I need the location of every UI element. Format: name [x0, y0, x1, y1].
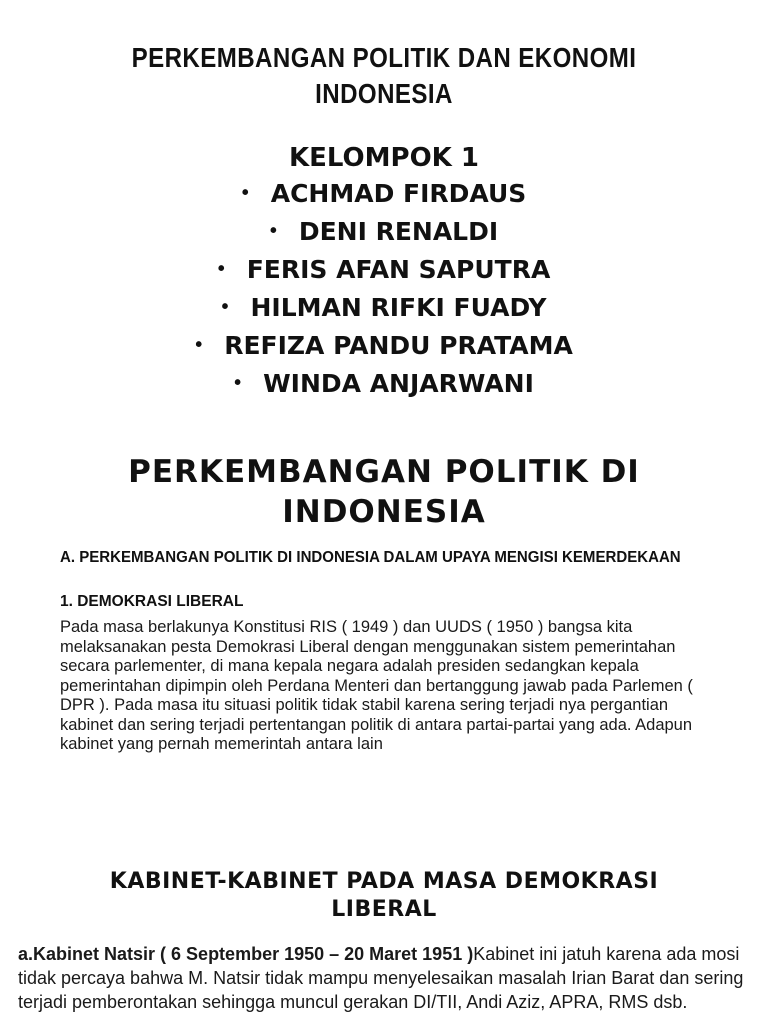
member-item	[0, 328, 768, 366]
member-name: FERIS AFAN SAPUTRA	[246, 255, 551, 284]
cabinet-paragraph	[18, 942, 753, 1014]
member-name: ACHMAD FIRDAUS	[270, 179, 527, 208]
body-paragraph: Pada masa berlakunya Konstitusi RIS ( 1949 ) dan UUDS ( 1950 ) bangsa kita melaksanakan pesta Demokrasi Liberal dengan menggunakan sistem pemerintahan secara parlementer, di mana kepala negara adalah presiden sedangkan kepala pemerintahan dipimpin oleh Perdana Menteri dan bertanggung jawab pada Parlemen ( DPR ). Pada masa itu situasi politik tidak stabil karena sering terjadi nya pergantian kabinet dan sering terjadi pertentangan politik di antara partai-partai yang ada. Adapun kabinet yang pernah memerintah antara lain	[60, 618, 693, 753]
cabinet-body: Kabinet ini jatuh karena ada mosi tidak percaya bahwa M. Natsir tidak mampu menyelesaikan masalah Irian Barat dan sering terjadi pemberontakan sehingga muncul gerakan DI/TII, Andi Aziz, APRA, RMS dsb.	[18, 944, 744, 1012]
member-item	[0, 252, 768, 290]
member-name: REFIZA PANDU PRATAMA	[224, 331, 573, 360]
bullet-icon: •	[234, 372, 242, 394]
member-item	[0, 214, 768, 252]
cabinets-slide	[0, 868, 768, 1014]
bullet-icon: •	[241, 182, 249, 204]
deck-title	[54, 40, 714, 112]
politics-slide	[0, 452, 768, 755]
bullet-icon: •	[269, 220, 277, 242]
subheading: 1. DEMOKRASI LIBERAL	[60, 593, 244, 610]
group-title: KELOMPOK 1	[289, 143, 479, 173]
member-name: DENI RENALDI	[298, 217, 499, 246]
member-list	[0, 176, 768, 404]
section-title	[0, 452, 768, 532]
deck-title-line-2: INDONESIA	[315, 78, 453, 109]
section-title-line-1: PERKEMBANGAN POLITIK DI	[128, 454, 640, 490]
bullet-icon: •	[221, 296, 229, 318]
cabinet-lead: a.Kabinet Natsir ( 6 September 1950 – 20 Maret 1951 )	[18, 944, 474, 964]
group-block	[0, 140, 768, 404]
cabinet-title	[0, 868, 768, 924]
member-item	[0, 176, 768, 214]
member-item	[0, 366, 768, 404]
member-item	[0, 290, 768, 328]
member-name: HILMAN RIFKI FUADY	[250, 293, 547, 322]
cabinet-title-line-2: LIBERAL	[331, 897, 437, 922]
subsection-heading: A. PERKEMBANGAN POLITIK DI INDONESIA DALAM UPAYA MENGISI KEMERDEKAAN	[60, 549, 681, 566]
cabinet-title-line-1: KABINET-KABINET PADA MASA DEMOKRASI	[109, 869, 659, 894]
title-slide	[0, 40, 768, 404]
deck-title-line-1: PERKEMBANGAN POLITIK DAN EKONOMI	[131, 42, 637, 73]
bullet-icon: •	[195, 334, 203, 356]
section-title-line-2: INDONESIA	[282, 494, 486, 530]
member-name: WINDA ANJARWANI	[263, 369, 534, 398]
bullet-icon: •	[217, 258, 225, 280]
